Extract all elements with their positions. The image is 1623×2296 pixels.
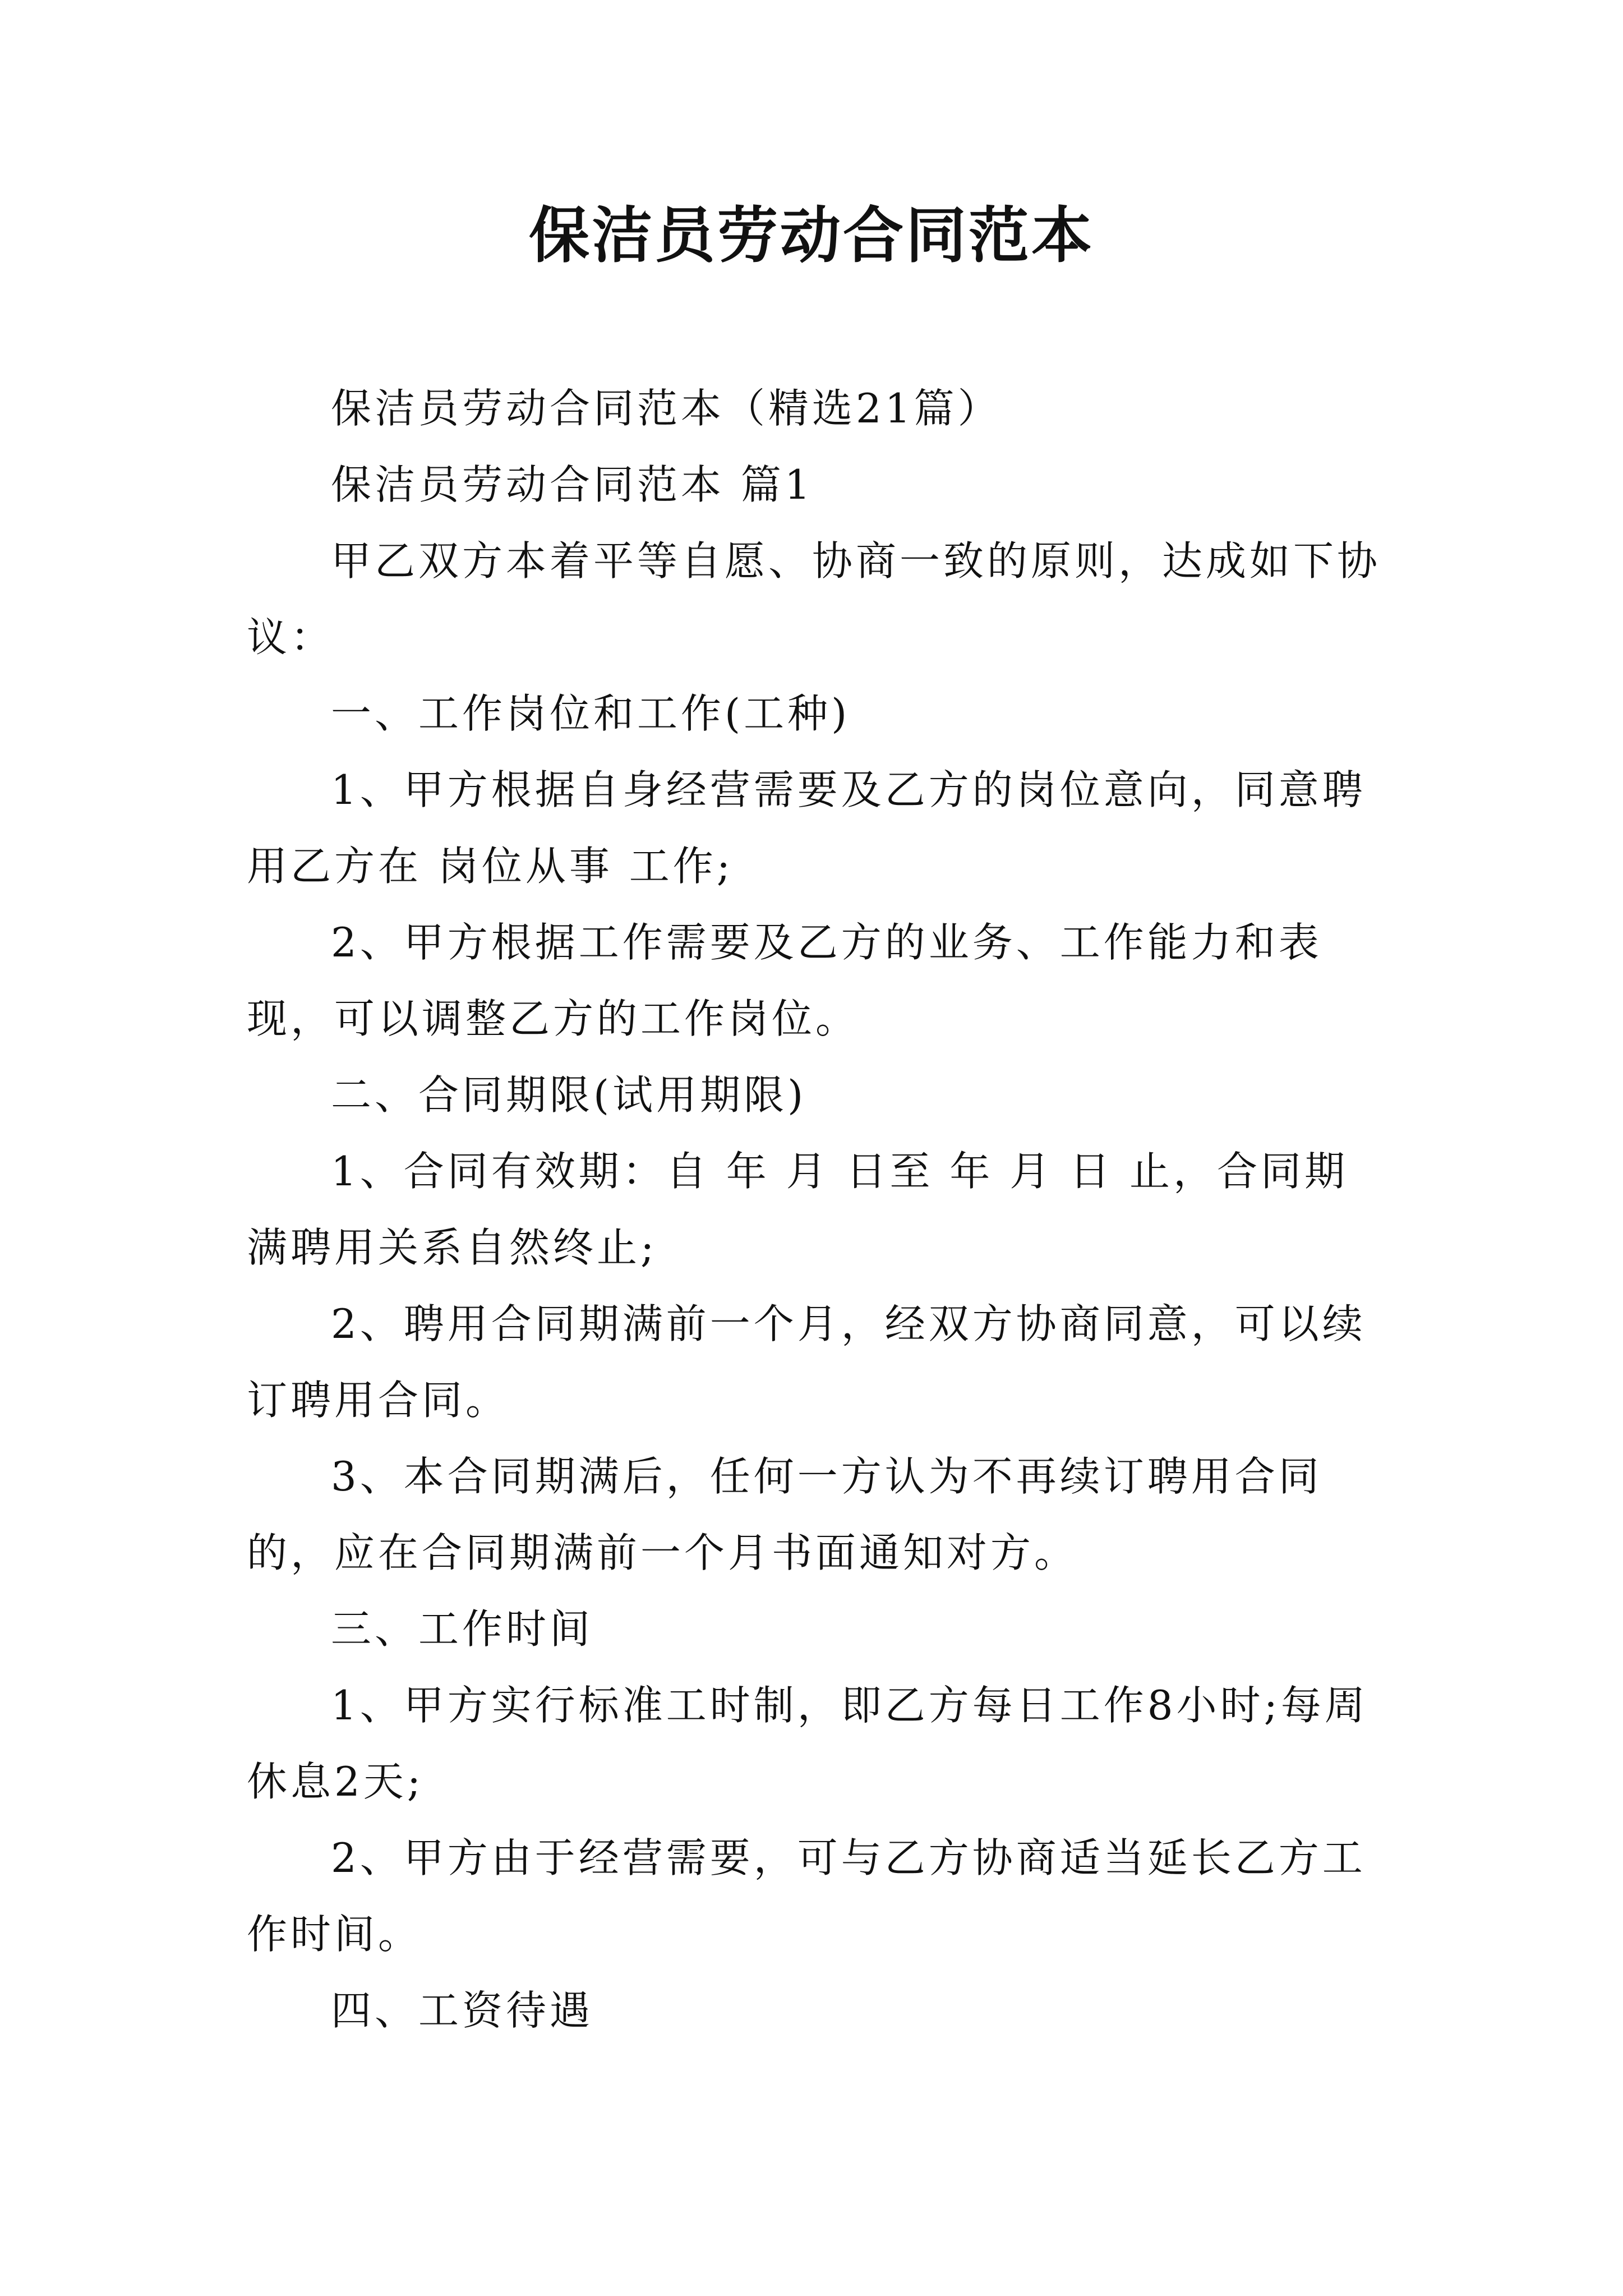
subtitle-paragraph: 保洁员劳动合同范本（精选21篇） [331,385,1002,432]
clause-item: 2、甲方根据工作需要及乙方的业务、工作能力和表现，可以调整乙方的工作岗位。 [247,919,1322,1042]
clause-item: 1、甲方实行标准工时制，即乙方每日工作8小时;每周休息2天; [247,1682,1368,1805]
clause-item: 2、聘用合同期满前一个月，经双方协商同意，可以续订聘用合同。 [247,1300,1366,1424]
clause-item: 1、甲方根据自身经营需要及乙方的岗位意向，同意聘用乙方在 岗位从事 工作; [247,766,1366,890]
document-body [247,370,1385,2049]
clause-heading: 三、工作时间 [331,1605,594,1653]
document-title: 保洁员劳动合同范本 [528,200,1094,271]
clause-item: 3、本合同期满后，任何一方认为不再续订聘用合同的，应在合同期满前一个月书面通知对方。 [247,1453,1322,1576]
section-heading: 保洁员劳动合同范本 篇1 [331,461,814,508]
clause-item: 2、甲方由于经营需要，可与乙方协商适当延长乙方工作时间。 [247,1834,1366,1958]
clause-item: 1、合同有效期：自 年 月 日至 年 月 日 止，合同期满聘用关系自然终止; [247,1148,1349,1271]
clause-heading: 四、工资待遇 [331,1987,594,2034]
body-paragraph: 甲乙双方本着平等自愿、协商一致的原则，达成如下协议： [247,537,1381,661]
clause-heading: 二、合同期限(试用期限) [331,1071,807,1119]
clause-heading: 一、工作岗位和工作(工种) [331,690,851,737]
